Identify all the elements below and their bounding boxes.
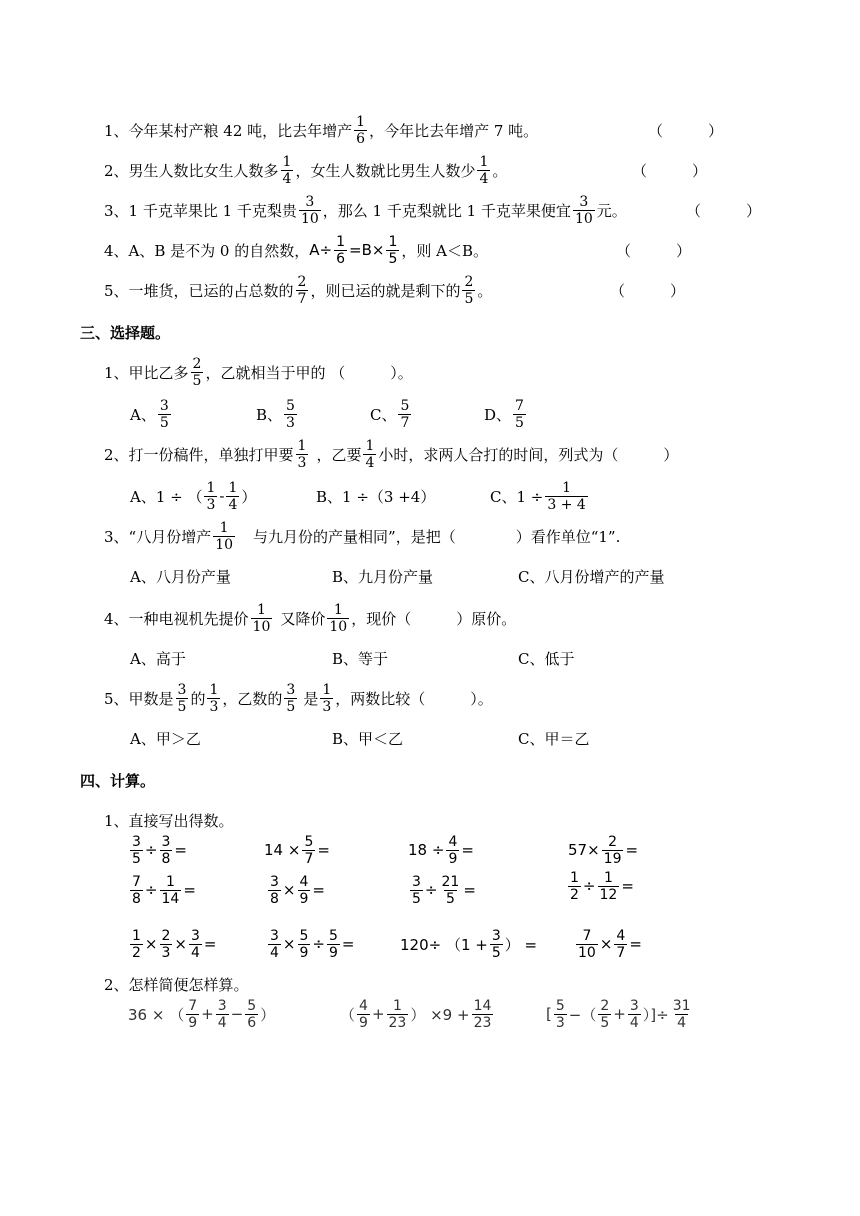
calc-r1-e1: $\frac{3}{5}$ ÷ $\frac{3}{8}$ = [132,833,187,867]
fraction: 1 10 [329,601,348,635]
judge-q1: 1、今年某村产粮 42 吨，比去年增产 1 6 ，今年比去年增产 7 吨。 [104,113,539,147]
section-title-calc: 四、计算。 [80,771,156,790]
calc-r3-e3: 120÷ （1 + $\frac{3}{5}$ ） = [400,927,538,961]
calc-r3-e1: $\frac{1}{2}$ × $\frac{2}{3}$ × $\frac{3}{4}$ = [132,927,217,961]
judge-q4: 4、A、B 是不为 0 的自然数， A÷ $\frac{1}{6}$ =B× $\frac{1}{5}$ ，则 A＜B。 [104,233,488,267]
fraction: 3 10 [300,193,319,227]
calc-r1-e3: 18 ÷ $\frac{4}{9}$ = [408,833,474,867]
calc-r2-e4: $\frac{1}{2}$ ÷ $\frac{1}{12}$ = [570,869,634,903]
judge-q3-answer[interactable]: （ ） [686,201,762,220]
fraction: 3 5 [286,681,296,715]
fraction: 3 10 [574,193,593,227]
fraction: $\frac{1}{5}$ [388,233,398,267]
calc-r4-e1: 36 × （ 7 9 + $\frac{3}{4}$ − $\frac{5}{6}$ ） [128,997,276,1031]
judge-q4-answer[interactable]: （ ） [616,241,692,260]
fraction: 1 3 [209,681,219,715]
choice-q1-option-c[interactable]: C、 5 7 [370,397,410,431]
choice-q4-option-a[interactable]: A、高于 [130,649,186,668]
choice-q5: 5、甲数是 3 5 的 1 3 ，乙数的 3 5 是 1 3 ，两数比较（ ）。 [104,681,493,715]
fraction: 1 6 [356,113,366,147]
judge-q1-answer[interactable]: （ ） [648,121,724,140]
judge-q5-answer[interactable]: （ ） [610,281,686,300]
fraction: 1 10 [252,601,271,635]
choice-q3: 3、“八月份增产 1 10 与九月份的产量相同”，是把（ ）看作单位“1”. [104,519,621,553]
choice-q5-option-a[interactable]: A、甲＞乙 [130,729,201,748]
fraction: 2 5 [464,273,474,307]
calc-sub1-title: 1、直接写出得数。 [104,811,234,830]
fraction: 1 4 [479,153,489,187]
choice-q3-option-b[interactable]: B、九月份产量 [332,567,434,586]
choice-q2: 2、打一份稿件，单独打甲要 1 3 ，乙要 1 4 小时，求两人合打的时间，列式为（ ） [104,437,679,471]
judge-q5: 5、一堆货，已运的占总数的 2 7 ，则已运的就是剩下的 2 5 。 [104,273,493,307]
choice-q2-option-b[interactable]: B、1 ÷（3 +4） [316,487,436,506]
choice-q4-option-c[interactable]: C、低于 [518,649,575,668]
choice-q4-option-b[interactable]: B、等于 [332,649,389,668]
calc-r2-e2: $\frac{3}{8}$ × $\frac{4}{9}$ = [270,873,325,907]
calc-r1-e2: 14 × $\frac{5}{7}$ = [264,833,330,867]
fraction: 1 10 [215,519,234,553]
fraction: 2 5 [192,355,202,389]
judge-q3: 3、1 千克苹果比 1 千克梨贵 3 10 ，那么 1 千克梨就比 1 千克苹果便宜 3 10 元。 [104,193,627,227]
fraction: 2 7 [297,273,307,307]
fraction: 1 4 [365,437,375,471]
fraction: 1 3 [322,681,332,715]
calc-r4-e3: [ 5 3 −（ 2 5 + $\frac{3}{4}$ ）]÷ $\frac{31}{4}$ [546,997,691,1031]
calc-r1-e4: 57× $\frac{2}{19}$ = [568,833,639,867]
fraction: $\frac{1}{6}$ [336,233,346,267]
choice-q1-option-a[interactable]: A、 3 5 [130,397,169,431]
calc-r3-e2: $\frac{3}{4}$ × $\frac{5}{9}$ ÷ $\frac{5}{9}$ = [270,927,355,961]
choice-q5-option-c[interactable]: C、甲＝乙 [518,729,590,748]
choice-q2-option-a[interactable]: A、1 ÷ （ 1 3 - 1 4 ） [130,479,257,513]
choice-q1-option-d[interactable]: D、 7 5 [484,397,524,431]
choice-q1-option-b[interactable]: B、 5 3 [256,397,295,431]
section-title-choice: 三、选择题。 [80,323,171,342]
fraction: 3 5 [177,681,187,715]
judge-q2-answer[interactable]: （ ） [632,161,708,180]
calc-r4-e2: （ 4 9 + $\frac{1}{23}$ ） ×9 + $\frac{14}{23}$ [340,997,492,1031]
fraction: 1 4 [282,153,292,187]
choice-q2-option-c[interactable]: C、1 ÷ $\frac{1}{3 + 4}$ [490,479,586,513]
calc-sub2-title: 2、怎样简便怎样算。 [104,975,249,994]
fraction: 1 3 [297,437,307,471]
calc-r2-e1: $\frac{7}{8}$ ÷ $\frac{1}{14}$ = [132,873,196,907]
judge-q2: 2、男生人数比女生人数多 1 4 ，女生人数就比男生人数少 1 4 。 [104,153,508,187]
choice-q5-option-b[interactable]: B、甲＜乙 [332,729,404,748]
choice-q3-option-c[interactable]: C、八月份增产的产量 [518,567,665,586]
choice-q1: 1、甲比乙多 2 5 ，乙就相当于甲的 （ ）。 [104,355,413,389]
choice-q3-option-a[interactable]: A、八月份产量 [130,567,231,586]
calc-r2-e3: $\frac{3}{5}$ ÷ $\frac{21}{5}$ = [412,873,476,907]
choice-q4: 4、一种电视机先提价 1 10 又降价 1 10 ，现价（ ）原价。 [104,601,517,635]
calc-r3-e4: $\frac{7}{10}$ × $\frac{4}{7}$ = [578,927,642,961]
